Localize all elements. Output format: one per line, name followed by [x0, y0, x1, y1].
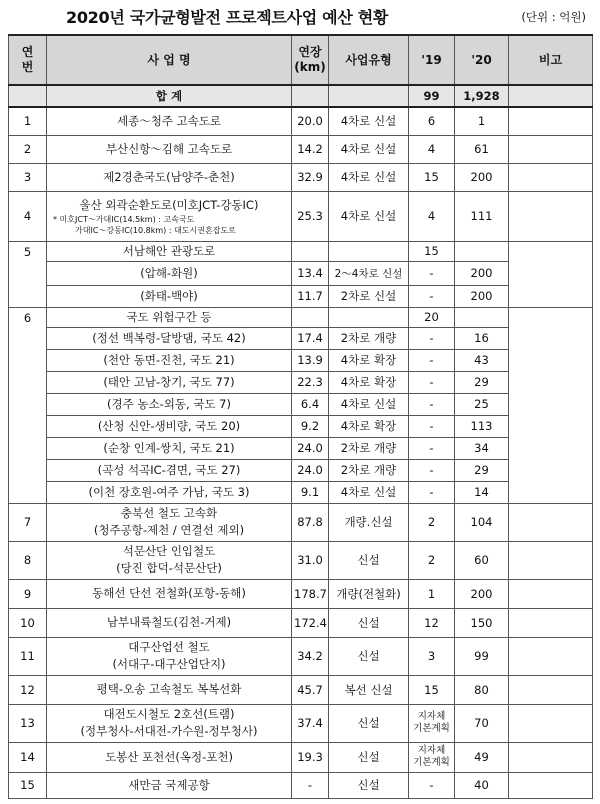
table-row: 7 충북선 철도 고속화 (청주공항-제천 / 연결선 제외) 87.8 개량.신설 2 104	[9, 503, 593, 541]
table-row: 14 도봉산 포천선(옥정-포천) 19.3 신설 지자체 기본계획 49	[9, 742, 593, 772]
header-type: 사업유형	[329, 35, 409, 85]
total-y20: 1,928	[455, 85, 509, 107]
header-length: 연장 (km)	[292, 35, 329, 85]
table-row: 12 평택-오송 고속철도 복복선화 45.7 복선 신설 15 80	[9, 675, 593, 704]
table-subrow: (이천 장호원-여주 가남, 국도 3) 9.1 4차로 신설 - 14	[9, 481, 593, 503]
table-subrow: (순창 인계-쌍치, 국도 21) 24.0 2차로 개량 - 34	[9, 437, 593, 459]
table-row: 10 남부내륙철도(김천-거제) 172.4 신설 12 150	[9, 608, 593, 637]
title-row	[0, 0, 600, 30]
table-row: 3 제2경춘국도(남양주-춘천) 32.9 4차로 신설 15 200	[9, 163, 593, 191]
header-no: 연 번	[9, 35, 47, 85]
table-row: 15 새만금 국제공항 - 신설 - 40	[9, 772, 593, 798]
table-row: 2 부산신항～김해 고속도로 14.2 4차로 신설 4 61	[9, 135, 593, 163]
table-row: 13 대전도시철도 2호선(트램) (정부청사-서대전-가수원-정부청사) 37.4 신설 지자체 기본계획 70	[9, 704, 593, 742]
table-subrow: (경주 농소-외동, 국도 7) 6.4 4차로 신설 - 25	[9, 393, 593, 415]
total-label: 합 계	[47, 85, 292, 107]
header-row	[9, 35, 593, 85]
header-y20: '20	[455, 35, 509, 85]
header-y19: '19	[409, 35, 455, 85]
table-row: 11 대구산업선 철도 (서대구-대구산업단지) 34.2 신설 3 99	[9, 637, 593, 675]
header-name: 사 업 명	[47, 35, 292, 85]
table-row: 5 서남해안 관광도로 15	[9, 241, 593, 261]
table-row: 6 국도 위험구간 등 20	[9, 307, 593, 327]
header-note: 비고	[509, 35, 593, 85]
page-title: 2020년 국가균형발전 프로젝트사업 예산 현황	[66, 8, 389, 27]
table-subrow: (곡성 석곡IC-겸면, 국도 27) 24.0 2차로 개량 - 29	[9, 459, 593, 481]
table-subrow: (화태-백야) 11.7 2차로 신설 - 200	[9, 285, 593, 307]
total-row	[9, 85, 593, 107]
total-y19: 99	[409, 85, 455, 107]
table-subrow: (압해-화원) 13.4 2～4차로 신설 - 200	[9, 261, 593, 285]
table-subrow: (태안 고남-창기, 국도 77) 22.3 4차로 확장 - 29	[9, 371, 593, 393]
table-subrow: (산청 신안-생비량, 국도 20) 9.2 4차로 확장 - 113	[9, 415, 593, 437]
table-row: 9 동해선 단선 전철화(포항-동해) 178.7 개량(전철화) 1 200	[9, 579, 593, 608]
budget-table	[8, 34, 593, 799]
table-row: 8 석문산단 인입철도 (당진 합덕-석문산단) 31.0 신설 2 60	[9, 541, 593, 579]
unit-label: (단위 : 억원)	[521, 10, 586, 24]
table-subrow: (천안 동면-진천, 국도 21) 13.9 4차로 확장 - 43	[9, 349, 593, 371]
table-row: 1 세종～청주 고속도로 20.0 4차로 신설 6 1	[9, 107, 593, 135]
table-subrow: (정선 백복령-달방댐, 국도 42) 17.4 2차로 개량 - 16	[9, 327, 593, 349]
table-row: 4 울산 외곽순환도로(미호JCT-강동IC) * 미호JCT～가대IC(14.5km) : 고속국도 가대IC～강동IC(10.8km) : 대도시권혼잡도로 25.3 4차로 신설 4 111	[9, 191, 593, 241]
